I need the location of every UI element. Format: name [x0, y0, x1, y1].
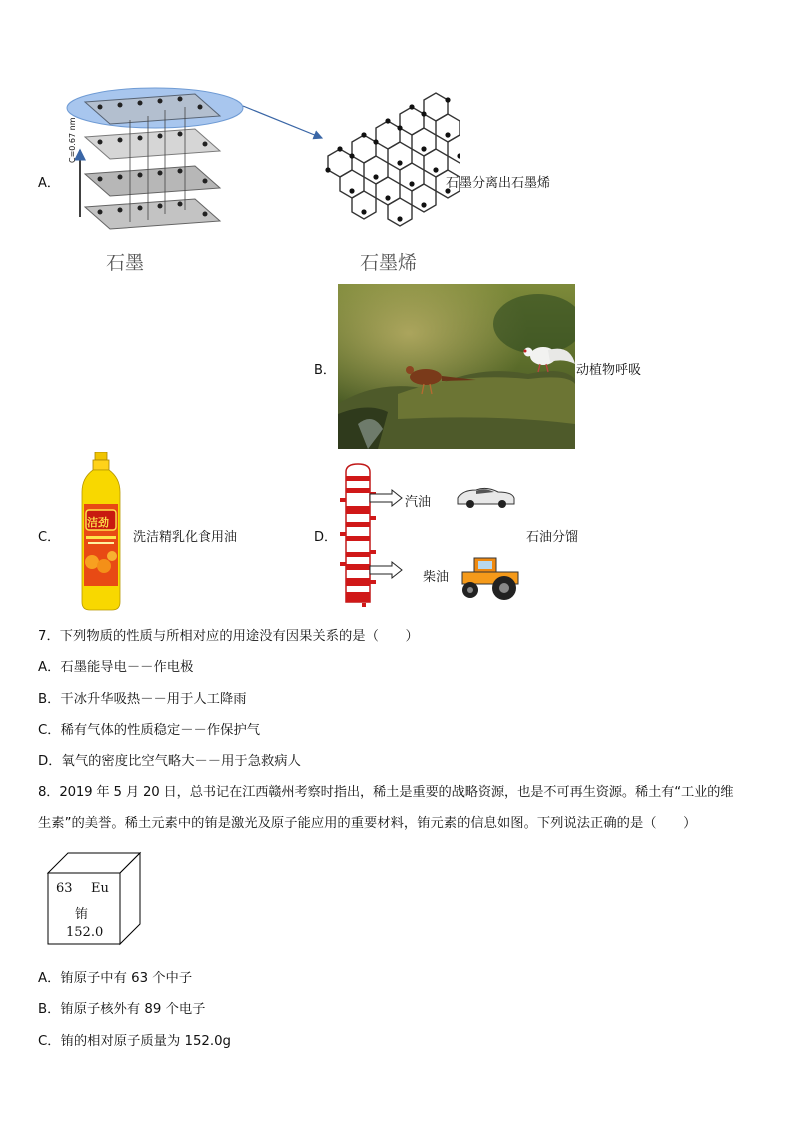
option-c-caption: 洗洁精乳化食用油 [133, 530, 238, 545]
question-8-option-c: C．铕的相对原子质量为 152.0g [38, 1034, 231, 1049]
atomic-mass: 152.0 [66, 925, 104, 940]
option-d-caption: 石油分馏 [526, 530, 579, 545]
question-8-option-b: B．铕原子核外有 89 个电子 [38, 1002, 206, 1017]
option-d-letter: D． [314, 530, 338, 545]
question-8-stem-line-2: 生素”的美誉。稀土元素中的铕是激光及原子能应用的重要材料，铕元素的信息如图。下列说法正确的是（ ） [38, 816, 697, 831]
atomic-number: 63 [56, 881, 73, 896]
bottle-brand-text: 洁劲 [87, 516, 109, 529]
question-8-option-a: A．铕原子中有 63 个中子 [38, 971, 193, 986]
graphene-label: 石墨烯 [360, 252, 418, 274]
option-c-letter: C． [38, 530, 61, 545]
question-7-stem: 7．下列物质的性质与所相对应的用途没有因果关系的是（ ） [38, 629, 419, 644]
graphite-figure [60, 82, 460, 242]
question-8-stem-line-1: 8．2019 年 5 月 20 日，总书记在江西赣州考察时指出，稀土是重要的战略资源，也是不可再生资源。稀土有“工业的维 [38, 785, 734, 800]
question-7-option-d: D．氧气的密度比空气略大－－用于急救病人 [38, 754, 301, 769]
question-7-option-a: A．石墨能导电－－作电极 [38, 660, 194, 675]
interlayer-distance-label: C=0.67 nm [68, 117, 77, 163]
gasoline-label: 汽油 [405, 495, 432, 510]
option-b-letter: B． [314, 363, 336, 378]
diesel-label: 柴油 [423, 570, 450, 585]
detergent-bottle-image [76, 452, 126, 612]
option-a-letter: A． [38, 176, 60, 191]
question-7-option-b: B．干冰升华吸热－－用于人工降雨 [38, 692, 247, 707]
graphite-label: 石墨 [106, 252, 145, 274]
element-name: 铕 [75, 907, 89, 922]
distillation-column-figure [340, 462, 530, 608]
option-b-caption: 动植物呼吸 [576, 363, 642, 378]
element-symbol: Eu [91, 881, 109, 896]
option-a-caption: 石墨分离出石墨烯 [446, 176, 551, 191]
birds-photo [338, 284, 575, 449]
question-7-option-c: C．稀有气体的性质稳定－－作保护气 [38, 723, 261, 738]
